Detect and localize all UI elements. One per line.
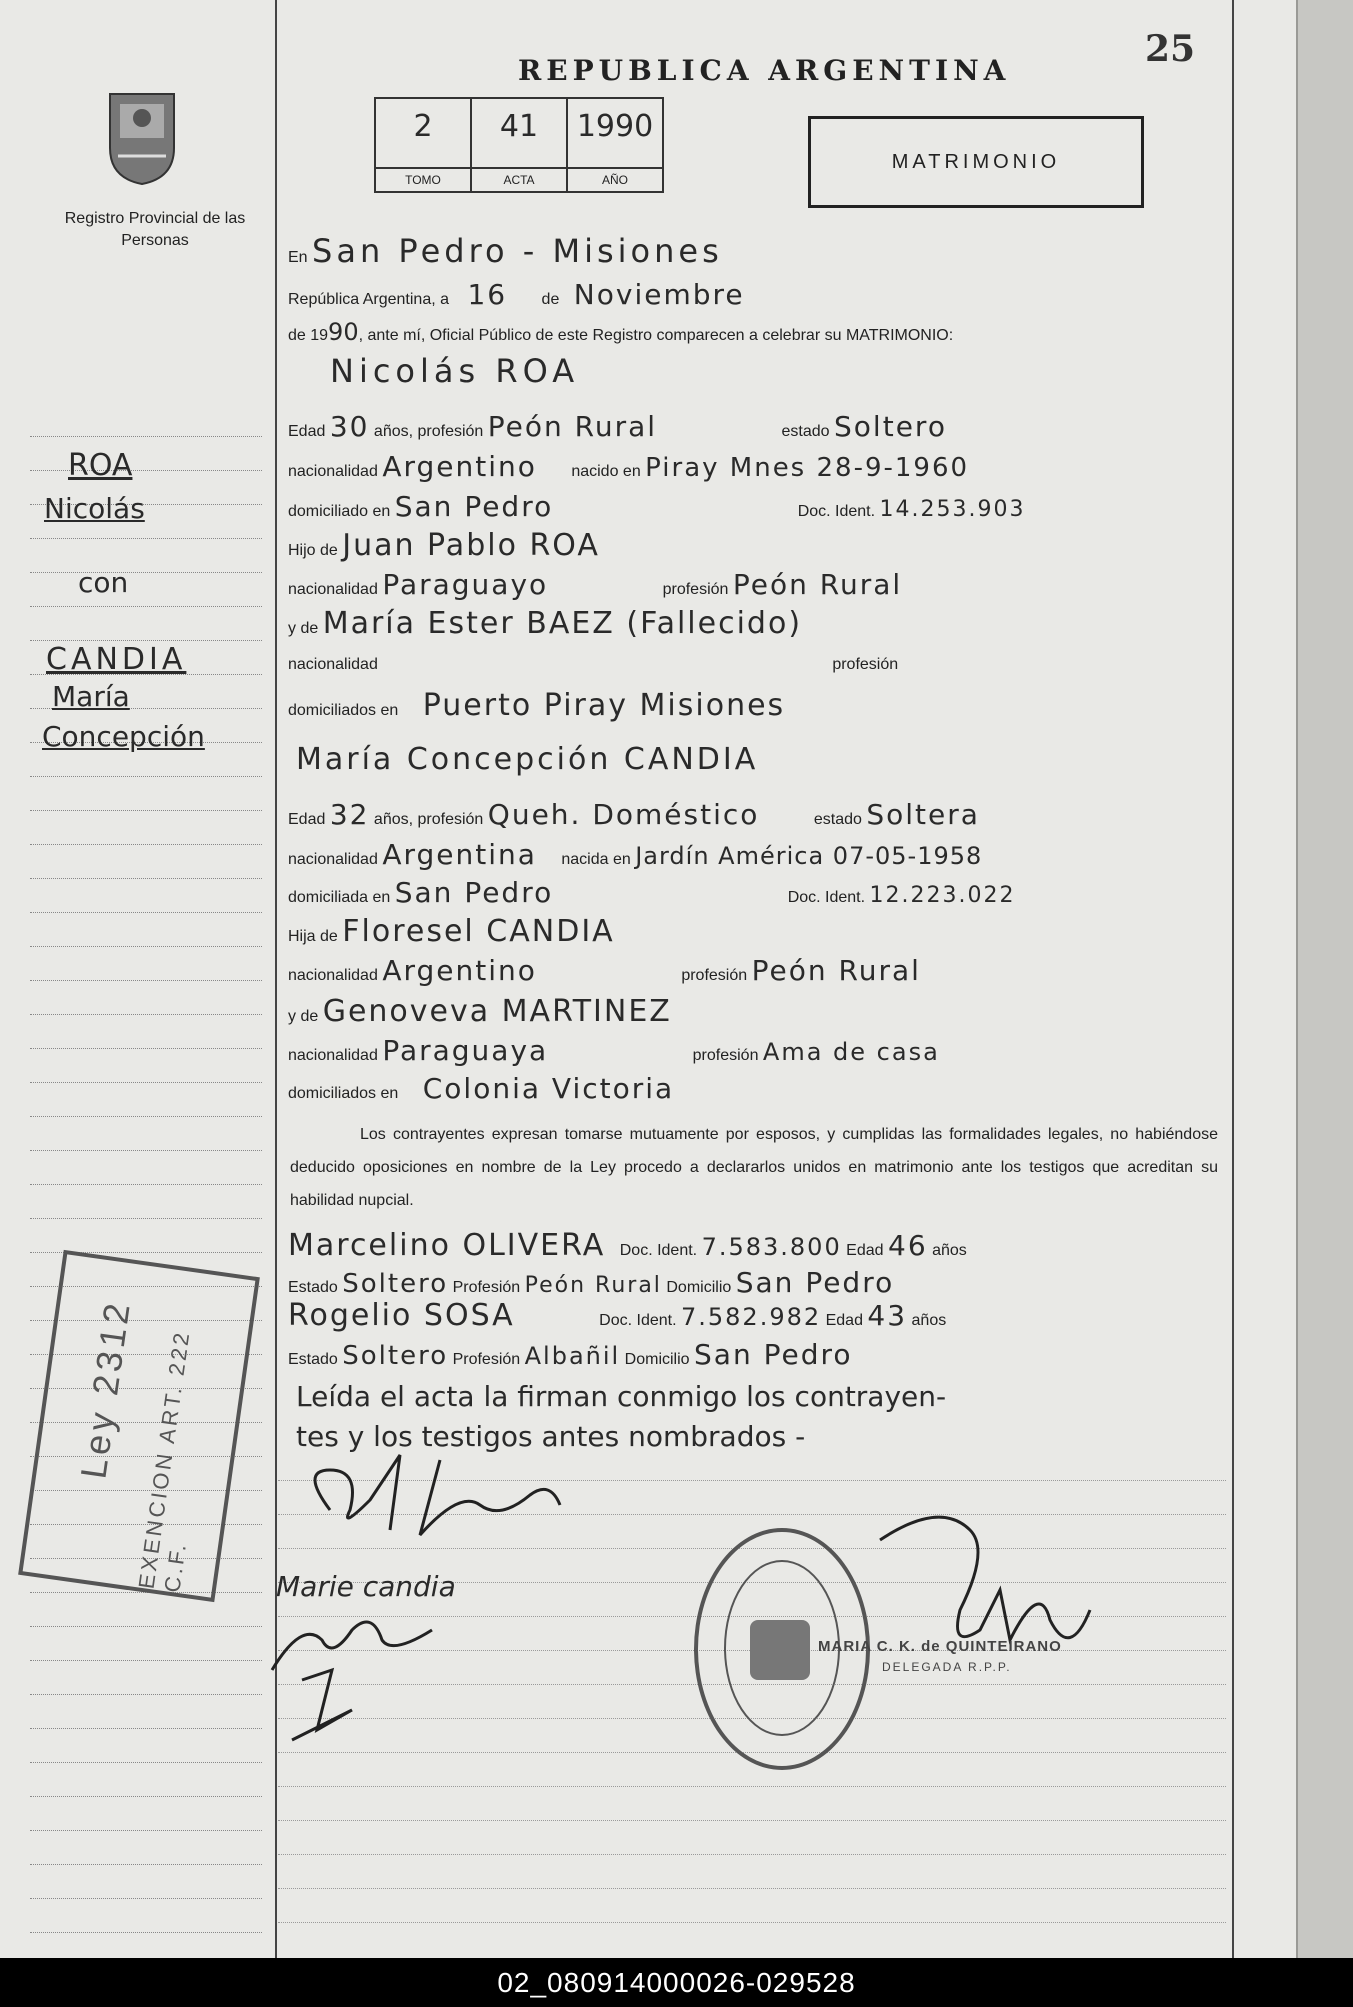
bride-father-nat-row	[288, 954, 921, 987]
margin-ruled-line	[30, 946, 262, 947]
margin-ruled-line	[30, 1116, 262, 1117]
margin-ruled-line	[30, 572, 262, 573]
bride-doc: 12.223.022	[869, 883, 1016, 908]
bride-mother-nac-label: nacionalidad	[288, 1047, 378, 1064]
page-title: REPUBLICA ARGENTINA	[518, 54, 1011, 87]
margin-ruled-line	[30, 776, 262, 777]
place-row	[288, 232, 723, 270]
groom-nac-label: nacionalidad	[288, 463, 378, 480]
closing-line-1: Leída el acta la firman conmigo los contrayen-	[296, 1380, 947, 1413]
margin-ruled-line	[30, 1830, 262, 1831]
bride-mother-prof-label: profesión	[692, 1047, 759, 1064]
groom-edad-label: Edad	[288, 423, 326, 440]
witness2-estado-label: Estado	[288, 1351, 338, 1368]
bride-nac-label: nacionalidad	[288, 851, 378, 868]
margin-ruled-line	[30, 878, 262, 879]
margin-bride-name2: Concepción	[42, 720, 205, 753]
witness1-detail-row	[288, 1266, 894, 1299]
bride-age-row	[288, 798, 980, 831]
main-ruled-line	[278, 1820, 1226, 1821]
witness2-domicilio: San Pedro	[694, 1338, 853, 1371]
groom-hijo-label: Hijo de	[288, 542, 338, 559]
margin-groom-surname: ROA	[68, 448, 133, 483]
margin-ruled-line	[30, 844, 262, 845]
witness-signatures-icon	[262, 1600, 462, 1750]
margin-ruled-line	[30, 1082, 262, 1083]
groom-dom-row	[288, 490, 1025, 523]
bride-father-nac: Argentino	[382, 954, 537, 987]
margin-bride-surname: CANDIA	[46, 642, 187, 677]
scan-id-footer: 02_080914000026-029528	[0, 1958, 1353, 2007]
bride-dom-row	[288, 876, 1015, 909]
bride-doc-label: Doc. Ident.	[787, 889, 866, 906]
date-year-prefix: de 19	[288, 327, 329, 344]
witness1-estado-label: Estado	[288, 1279, 338, 1296]
date-de: de	[541, 291, 560, 308]
bride-name: María Concepción CANDIA	[296, 742, 759, 777]
margin-ruled-line	[30, 1150, 262, 1151]
bride-domicilio: San Pedro	[394, 876, 554, 909]
margin-groom-name: Nicolás	[44, 492, 145, 525]
witness1-anos-label: años	[932, 1242, 967, 1259]
witness2-profesion: Albañil	[524, 1342, 621, 1370]
witness1-estado: Soltero	[342, 1269, 449, 1299]
date-prefix: República Argentina, a	[288, 291, 449, 308]
margin-ruled-line	[30, 1660, 262, 1661]
groom-mother-prof-label: profesión	[832, 656, 899, 673]
bride-profesion: Queh. Doméstico	[487, 798, 760, 831]
main-ruled-line	[278, 1888, 1226, 1889]
tomo-value: 2	[413, 109, 433, 144]
bride-yde-label: y de	[288, 1008, 319, 1025]
page-edge	[1296, 0, 1353, 1958]
margin-con: con	[78, 566, 129, 599]
tomo-label: TOMO	[376, 167, 470, 191]
bride-nat-row	[288, 838, 982, 871]
bride-hija-label: Hija de	[288, 928, 338, 945]
groom-father-nat-row	[288, 568, 902, 601]
bride-mother-row	[288, 994, 672, 1029]
witness1-prof-label: Profesión	[452, 1279, 521, 1296]
groom-nacido-label: nacido en	[571, 463, 641, 480]
witness1-name: Marcelino OLIVERA	[288, 1228, 606, 1263]
witness2-dom-label: Domicilio	[624, 1351, 690, 1368]
bride-mother-nac: Paraguaya	[382, 1034, 549, 1067]
groom-nat-row	[288, 450, 969, 483]
margin-ruled-line	[30, 1728, 262, 1729]
groom-prof-label: años, profesión	[373, 423, 484, 440]
date-day: 16	[467, 278, 508, 311]
witness2-name: Rogelio SOSA	[288, 1298, 515, 1333]
date-year-row	[288, 318, 953, 346]
margin-ruled-line	[30, 538, 262, 539]
margin-ruled-line	[30, 1048, 262, 1049]
margin-ruled-line	[30, 1184, 262, 1185]
bride-mother: Genoveva MARTINEZ	[322, 994, 672, 1029]
witness1-profesion: Peón Rural	[524, 1273, 662, 1298]
margin-ruled-line	[30, 980, 262, 981]
groom-mother-row	[288, 606, 802, 641]
date-month: Noviembre	[573, 278, 745, 311]
margin-ruled-line	[30, 1898, 262, 1899]
groom-doc: 14.253.903	[879, 497, 1026, 522]
groom-doc-label: Doc. Ident.	[797, 503, 876, 520]
margin-ruled-line	[30, 1796, 262, 1797]
groom-father-prof: Peón Rural	[732, 568, 903, 601]
groom-father-prof-label: profesión	[662, 581, 729, 598]
witness1-doc: 7.583.800	[701, 1233, 842, 1261]
groom-nacionalidad: Argentino	[382, 450, 537, 483]
bride-father-row	[288, 914, 615, 949]
margin-ruled-line	[30, 1218, 262, 1219]
bride-signature: Marie candia	[276, 1570, 456, 1603]
bride-estado: Soltera	[866, 798, 980, 831]
witness2-age: 43	[867, 1299, 908, 1332]
page-number: 25	[1145, 28, 1196, 70]
witness1-dom-label: Domicilio	[666, 1279, 732, 1296]
groom-parents-dom: Puerto Piray Misiones	[422, 688, 786, 723]
declaration-text: Los contrayentes expresan tomarse mutuamente por esposos, y cumplidas las formalidades legales, no habiéndose deducido oposiciones en nombre de la Ley procedo a declararlos unidos en matrimonio ante los testigos que acreditan su habilidad nupcial.	[290, 1126, 1218, 1209]
margin-ruled-line	[30, 640, 262, 641]
witness1-age: 46	[888, 1229, 928, 1262]
bride-father-prof-label: profesión	[681, 967, 748, 984]
bride-nacida-label: nacida en	[561, 851, 631, 868]
groom-domicilio: San Pedro	[394, 490, 554, 523]
bride-age: 32	[329, 798, 370, 831]
witness2-prof-label: Profesión	[452, 1351, 521, 1368]
margin-ruled-line	[30, 436, 262, 437]
closing-line-2: tes y los testigos antes nombrados -	[296, 1420, 806, 1453]
date-year: 90	[328, 318, 359, 346]
bride-edad-label: Edad	[288, 811, 326, 828]
groom-father: Juan Pablo ROA	[342, 528, 600, 563]
margin-ruled-line	[30, 1762, 262, 1763]
right-divider	[1232, 0, 1234, 1958]
official-name: MARIA C. K. de QUINTEIRANO	[818, 1638, 1062, 1655]
witness1-domicilio: San Pedro	[735, 1266, 895, 1299]
margin-ruled-line	[30, 470, 262, 471]
stamp-law-text: Ley 2312	[72, 1296, 139, 1482]
margin-bride-name: María	[52, 680, 130, 713]
bride-nacida: Jardín América 07-05-1958	[635, 842, 983, 870]
main-ruled-line	[278, 1786, 1226, 1787]
record-number-box	[374, 97, 664, 193]
margin-ruled-line	[30, 1014, 262, 1015]
groom-nacido: Piray Mnes 28-9-1960	[645, 453, 970, 483]
margin-ruled-line	[30, 912, 262, 913]
tomo-cell	[376, 99, 472, 191]
groom-estado-label: estado	[781, 423, 830, 440]
groom-age-row	[288, 410, 947, 443]
margin-ruled-line	[30, 1864, 262, 1865]
place-value: San Pedro - Misiones	[312, 232, 723, 270]
groom-mother-nat-row	[288, 656, 898, 674]
groom-dom-label: domiciliado en	[288, 503, 391, 520]
record-type-box: MATRIMONIO	[808, 116, 1144, 208]
bride-father-nac-label: nacionalidad	[288, 967, 378, 984]
witness2-estado: Soltero	[342, 1341, 449, 1371]
acta-value: 41	[499, 109, 539, 144]
groom-age: 30	[329, 410, 370, 443]
witness1-doc-label: Doc. Ident.	[619, 1242, 698, 1259]
date-text: , ante mí, Oficial Público de este Registro comparecen a celebrar su MATRIMONIO:	[358, 327, 954, 344]
witness1-edad-label: Edad	[846, 1242, 884, 1259]
bride-parents-dom-label: domiciliados en	[288, 1085, 399, 1102]
witness2-doc-label: Doc. Ident.	[599, 1312, 677, 1329]
groom-estado: Soltero	[834, 410, 947, 443]
bride-father-prof: Peón Rural	[751, 954, 921, 987]
witness1-row	[288, 1228, 967, 1263]
groom-yde-label: y de	[288, 620, 319, 637]
registry-name: Registro Provincial de las Personas	[64, 210, 246, 249]
bride-parents-dom: Colonia Victoria	[422, 1072, 675, 1105]
bride-dom-label: domiciliada en	[288, 889, 391, 906]
bride-father: Floresel CANDIA	[342, 914, 615, 949]
margin-ruled-line	[30, 810, 262, 811]
bride-nacionalidad: Argentina	[382, 838, 537, 871]
groom-mother-nac-label: nacionalidad	[288, 656, 378, 673]
margin-ruled-line	[30, 1932, 262, 1933]
official-title: DELEGADA R.P.P.	[882, 1660, 1012, 1674]
witness2-edad-label: Edad	[825, 1312, 863, 1329]
groom-name: Nicolás ROA	[330, 352, 580, 390]
groom-parents-dom-label: domiciliados en	[288, 702, 399, 719]
margin-ruled-line	[30, 1626, 262, 1627]
witness2-anos-label: años	[911, 1312, 947, 1329]
groom-signature-icon	[290, 1450, 630, 1540]
place-label: En	[288, 249, 308, 266]
margin-ruled-line	[30, 1694, 262, 1695]
province-seal-icon	[104, 86, 180, 186]
anio-label: AÑO	[568, 167, 662, 191]
witness2-row	[288, 1298, 946, 1333]
witness2-detail-row	[288, 1338, 853, 1371]
bride-estado-label: estado	[813, 811, 862, 828]
groom-father-row	[288, 528, 600, 563]
main-ruled-line	[278, 1854, 1226, 1855]
bride-prof-label: años, profesión	[373, 811, 484, 828]
bride-mother-nat-row	[288, 1034, 940, 1067]
groom-father-nac-label: nacionalidad	[288, 581, 378, 598]
stamp-shield-icon	[750, 1620, 810, 1680]
groom-parents-dom-row	[288, 688, 785, 723]
groom-profesion: Peón Rural	[487, 410, 658, 443]
exemption-stamp	[18, 1250, 260, 1602]
acta-label: ACTA	[472, 167, 566, 191]
date-row	[288, 278, 745, 311]
groom-mother: María Ester BAEZ (Fallecido)	[322, 606, 803, 641]
stamp-exemption-text: EXENCION ART. 222 C.F.	[133, 1328, 195, 1594]
anio-value: 1990	[576, 109, 654, 144]
margin-ruled-line	[30, 606, 262, 607]
bride-mother-prof: Ama de casa	[762, 1038, 940, 1066]
anio-cell	[568, 99, 662, 191]
bride-parents-dom-row	[288, 1072, 674, 1105]
acta-cell	[472, 99, 568, 191]
witness2-doc: 7.582.982	[680, 1303, 822, 1331]
groom-father-nac: Paraguayo	[382, 568, 549, 601]
main-ruled-line	[278, 1922, 1226, 1923]
